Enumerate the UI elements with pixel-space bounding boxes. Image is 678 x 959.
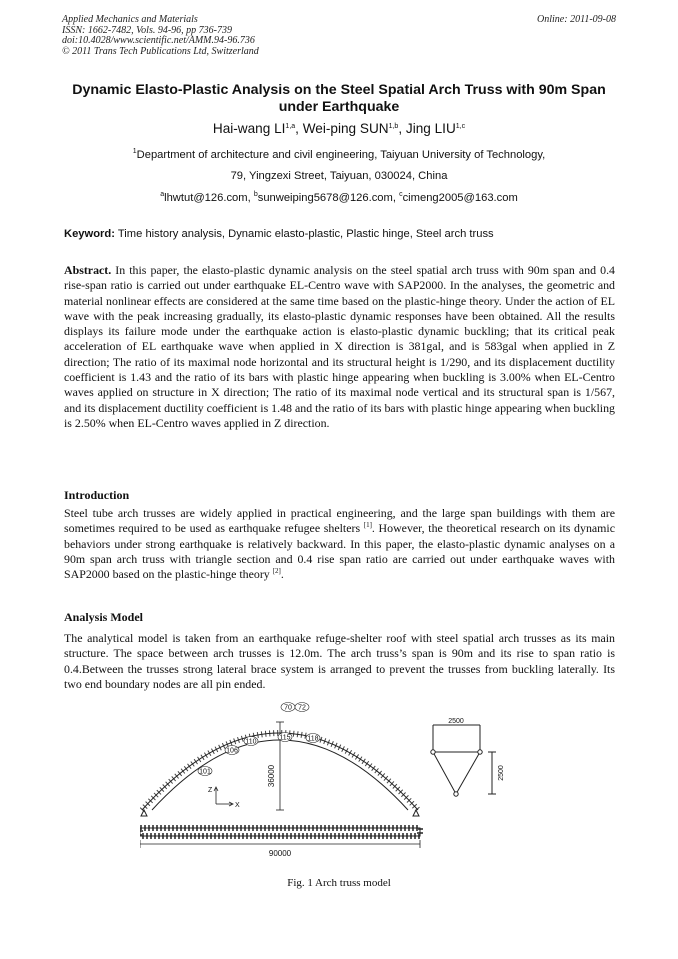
intro-text-2: . However, the theoretical research on its dynamic behaviors under strong earthquake is relatively backward. In this paper, the elasto-plastic dynamic analyses on a 90m span arch truss with triangle section and 0.4 rise span ratio are carried out under earthquake waves with SAP2000 based on the plastic-hinge theory bbox=[64, 521, 615, 582]
node-label: 101 bbox=[199, 768, 211, 776]
author-separator: , bbox=[398, 121, 406, 136]
author-name: Jing LIU bbox=[405, 121, 456, 136]
issn-line: ISSN: 1662-7482, Vols. 94-96, pp 736-739 bbox=[62, 24, 232, 36]
abstract-label: Abstract. bbox=[64, 263, 112, 277]
keyword-label: Keyword: bbox=[64, 228, 115, 240]
author-sup: 1,a bbox=[285, 123, 296, 130]
abstract-text: In this paper, the elasto-plastic dynamic analysis on the steel spatial arch truss with 90m span and 0.4 rise-span ratio is carried out under earthquake EL-Centro wave with SAP2000. In the analyses, the geometric and material nonlinear effects are considered at the same time based on the plastic-hinge theory. Under the action of EL wave with the peak increasing gradually, its elasto-plastic dynamic responses have been obtained. All the results displays its failure mode under the earthquake action is elasto-plastic dynamic buckling; that its critical peak acceleration of EL earthquake wave when applied in X direction is 381gal, and is 583gal when applied in Z direction; The ratio of its maximal node horizontal and its structural height is 1/290, and its displacement ductility coefficient is 1.43 and the ratio of its bars with plastic hinge appearing when buckling is 3.00% when EL-Centro waves applied on structure in X direction; The ratio of its maximal node vertical and its structural span is 1/567, and its displacement ductility coefficient is 1.48 and the ratio of its bars with plastic hinge appearing when buckling is 2.50% when EL-Centro waves applied in Z direction. bbox=[64, 263, 615, 430]
node-label: 115 bbox=[279, 734, 291, 742]
node-label: 118 bbox=[307, 735, 319, 743]
intro-text-3: . bbox=[280, 567, 284, 582]
citation-ref-2[interactable]: [2] bbox=[272, 567, 281, 576]
node-label: 110 bbox=[245, 738, 257, 746]
affiliation-line-2: 79, Yingzexi Street, Taiyuan, 030024, China bbox=[230, 170, 448, 182]
truss-cross-section bbox=[431, 725, 496, 796]
citation-ref-1[interactable]: [1] bbox=[363, 521, 372, 530]
author-name: Wei-ping SUN bbox=[302, 121, 389, 136]
axis-x-label: X bbox=[235, 802, 240, 809]
plan-view-strip bbox=[140, 828, 420, 836]
introduction-heading: Introduction bbox=[64, 488, 130, 502]
rise-dimension-label: 36000 bbox=[267, 764, 276, 788]
axis-indicator bbox=[214, 787, 233, 806]
email-link[interactable]: sunweiping5678@126.com bbox=[257, 192, 393, 204]
arch-supports bbox=[141, 810, 419, 816]
affiliation-line-1 bbox=[60, 149, 618, 161]
keyword-text: Time history analysis, Dynamic elasto-plastic, Plastic hinge, Steel arch truss bbox=[114, 228, 494, 240]
email-sup: c bbox=[399, 191, 403, 198]
keywords bbox=[64, 228, 618, 240]
figure-caption: Fig. 1 Arch truss model bbox=[287, 877, 391, 889]
email-list: $^a$lhwtut@126.com, $^b$sunweiping5678@126.com, $^c$cimeng2005@163.com bbox=[160, 191, 518, 204]
node-label: 70 bbox=[284, 704, 292, 712]
introduction-paragraph bbox=[64, 506, 615, 582]
analysis-model-paragraph: The analytical model is taken from an earthquake refuge-shelter roof with steel spatial arch trusses as its main structure. The space between arch trusses is 12.0m. The arch truss’s span is 90m and its rise to span ratio is 0.4.Between the trusses strong lateral brace system is arranged to prevent the trusses from buckling laterally. Its two end boundary nodes are all pin ended. bbox=[64, 631, 615, 691]
affiliation-sup: 1 bbox=[132, 148, 137, 155]
arch-truss-figure bbox=[140, 692, 560, 862]
email-sup: b bbox=[253, 191, 258, 198]
analysis-model-heading: Analysis Model bbox=[64, 610, 144, 624]
copyright-line: © 2011 Trans Tech Publications Ltd, Switzerland bbox=[62, 45, 259, 57]
node-label: 106 bbox=[226, 747, 238, 755]
section-height-label: 2500 bbox=[498, 765, 505, 781]
axis-z-label: Z bbox=[208, 787, 213, 794]
intro-text-1: Steel tube arch trusses are widely applied in practical engineering, and the large span buildings with them are sometimes required to be used as earthquake refugee shelters bbox=[64, 506, 615, 536]
author-sup: 1,b bbox=[388, 123, 399, 130]
span-dimension-label: 90000 bbox=[268, 849, 292, 858]
section-width-label: 2500 bbox=[448, 718, 464, 725]
email-link[interactable]: cimeng2005@163.com bbox=[402, 192, 518, 204]
author-sup: 1,c bbox=[455, 123, 466, 130]
abstract bbox=[64, 263, 615, 431]
online-date: Online: 2011-09-08 bbox=[537, 14, 616, 25]
journal-name: Applied Mechanics and Materials bbox=[62, 14, 198, 25]
paper-title: Dynamic Elasto-Plastic Analysis on the Steel Spatial Arch Truss with 90m Span under Earthquake bbox=[72, 82, 606, 115]
node-label: 72 bbox=[298, 704, 306, 712]
journal-header bbox=[62, 15, 259, 57]
author-separator: , bbox=[295, 121, 303, 136]
author-name: Hai-wang LI bbox=[212, 121, 286, 136]
doi-line: doi:10.4028/www.scientific.net/AMM.94-96.736 bbox=[62, 35, 255, 46]
email-sup: a bbox=[160, 191, 165, 198]
email-link[interactable]: lhwtut@126.com bbox=[164, 192, 248, 204]
author-list bbox=[60, 121, 618, 136]
affiliation-text-1: Department of architecture and civil engineering, Taiyuan University of Technology, bbox=[136, 149, 546, 161]
span-dimension bbox=[140, 840, 420, 848]
